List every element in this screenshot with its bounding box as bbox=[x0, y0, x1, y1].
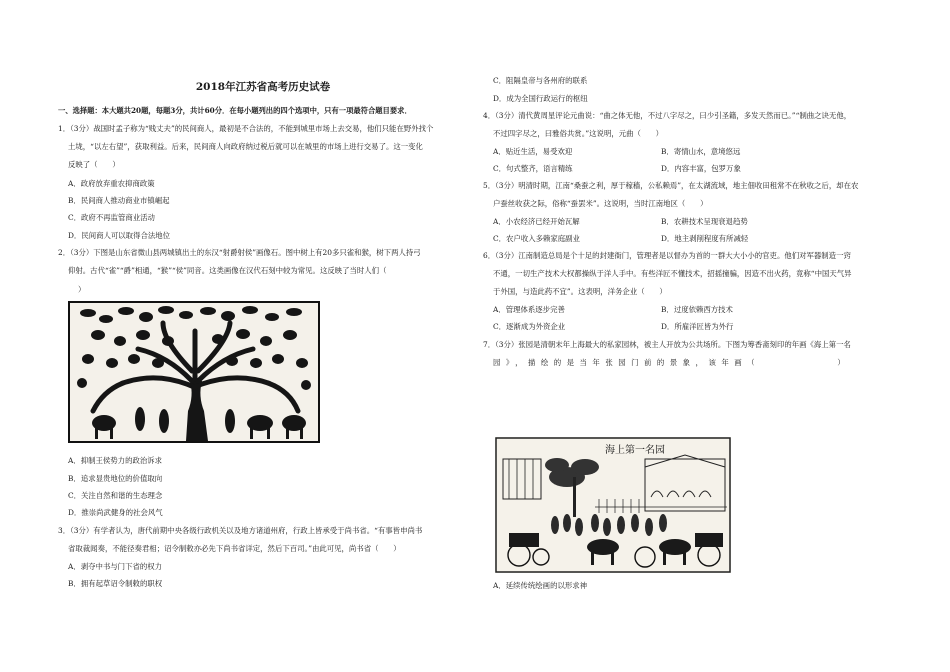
q1-option-a[interactable]: A．政府放弃重农抑商政策 bbox=[68, 179, 155, 188]
q2-line-3: ） bbox=[78, 285, 86, 294]
q4-line-1: 4．（3分）清代黄周星评论元曲说：“曲之体无他，不过八字尽之，曰少引圣籍，多发天然而已。”“制曲之诀无他， bbox=[483, 111, 852, 120]
q4-option-a[interactable]: A．贴近生活，易受欢迎 bbox=[493, 147, 573, 156]
q7-line-1: 7．（3分）张园是清朝末年上海最大的私家园林，被主人开放为公共场所。下图为筹香斋刻印的年画《海上第一名 bbox=[483, 340, 851, 349]
q6-option-c[interactable]: C．逐渐成为外资企业 bbox=[493, 322, 566, 331]
q6-line-3: 于外国，与造此药不宜”。这表明，洋务企业（ ） bbox=[493, 287, 667, 296]
q7-line-2: 园》，描绘的是当年张园门前的景象，该年画（ ） bbox=[493, 358, 851, 367]
q2-option-d[interactable]: D．推崇尚武健身的社会风气 bbox=[68, 508, 163, 517]
q6-option-d[interactable]: D．所雇洋匠皆为外行 bbox=[661, 322, 734, 331]
q6-option-a[interactable]: A．管理体系逐步完善 bbox=[493, 305, 565, 314]
page-title: 2018年江苏省高考历史试卷 bbox=[195, 81, 331, 93]
q3-option-d[interactable]: D．成为全国行政运行的枢纽 bbox=[493, 94, 588, 103]
svg-text:海上第一名园: 海上第一名园 bbox=[605, 445, 665, 456]
q3-line-1: 3．（3分）有学者认为，唐代前期中央各级行政机关以及地方诸道州府，行政上皆承受于尚书省。“有事皆申尚书 bbox=[58, 526, 423, 535]
q1-line-1: 1．（3分）战国时孟子称为“贱丈夫”的民间商人，最初是不合法的，不能到城里市场上去交易，他们只能在野外找个 bbox=[58, 124, 434, 133]
q5-option-b[interactable]: B．农耕技术呈现衰退趋势 bbox=[661, 217, 748, 226]
q2-line-2: 仰射。古代“雀”“爵”相通，“猴”“侯”同音。这类画像在汉代石刻中较为常见。这反映了当时人们（ bbox=[68, 266, 387, 275]
q2-line-1: 2．（3分）下图是山东省微山县两城镇出土的东汉“射爵射侯”画像石。图中树上有20多只雀和猴，树下两人持弓 bbox=[58, 248, 421, 257]
q6-line-2: 不通，一切生产技术大权都操纵于洋人手中。有些洋匠不懂技术，招摇撞骗，因造不出火药，竟称“中国天气异 bbox=[493, 269, 852, 278]
q1-option-b[interactable]: B．民间商人推动商业市镇崛起 bbox=[68, 196, 170, 205]
q5-line-2: 户蚕丝收获之际，俗称“蚕罢米”。这说明，当时江南地区（ ） bbox=[493, 199, 708, 208]
q2-option-c[interactable]: C．关注自然和谐的生态理念 bbox=[68, 491, 163, 500]
han-relief-image bbox=[68, 301, 320, 443]
zhang-garden-print-image bbox=[495, 437, 731, 573]
q2-option-a[interactable]: A．抑制王侯势力的政治诉求 bbox=[68, 456, 163, 465]
q7-option-a[interactable]: A．延续传统绘画的以形求神 bbox=[493, 581, 588, 590]
q4-option-c[interactable]: C．句式整齐，语言精练 bbox=[493, 164, 573, 173]
q6-line-1: 6．（3分）江南制造总局是个十足的封建衙门，管理者是以督办为首的一群大大小小的官吏。他们对军器制造一窍 bbox=[483, 251, 851, 260]
q1-option-d[interactable]: D．民间商人可以取得合法地位 bbox=[68, 231, 171, 240]
q3-option-b[interactable]: B．拥有起草诏令制敕的职权 bbox=[68, 579, 163, 588]
q4-option-b[interactable]: B．寄情山水，意境悠远 bbox=[661, 147, 741, 156]
han-stone-relief-icon bbox=[68, 301, 320, 443]
q3-line-2: 省取裁闻奏，不能径奏君相；诏令制敕亦必先下尚书省详定，然后下百司。”由此可见，尚书省（ ） bbox=[68, 544, 401, 553]
q2-option-b[interactable]: B．追求显贵地位的价值取向 bbox=[68, 474, 163, 483]
q4-option-d[interactable]: D．内容丰富，包罗万象 bbox=[661, 164, 741, 173]
q3-option-a[interactable]: A．剥夺中书与门下省的权力 bbox=[68, 562, 163, 571]
q4-line-2: 不过四字尽之，曰雅俗共赏。”这说明，元曲（ ） bbox=[493, 129, 664, 138]
q5-option-a[interactable]: A．小农经济已经开始瓦解 bbox=[493, 217, 580, 226]
q3-option-c[interactable]: C．阻隔皇帝与各州府的联系 bbox=[493, 76, 588, 85]
section-heading: 一、选择题：本大题共20题，每题3分，共计60分．在每小题列出的四个选项中，只有一项最符合题目要求． bbox=[58, 106, 412, 115]
q1-option-c[interactable]: C．政府不再监管商业活动 bbox=[68, 213, 155, 222]
q6-option-b[interactable]: B．过度依赖西方技术 bbox=[661, 305, 733, 314]
woodblock-print-icon bbox=[495, 437, 731, 573]
q5-option-c[interactable]: C．农户收入多赖家庭副业 bbox=[493, 234, 580, 243]
q5-line-1: 5．（3分）明清时期，江南“桑蚕之利，厚于稼穑，公私赖焉”，在太湖流域，地主佃收田租常不在秋收之后，却在农 bbox=[483, 181, 859, 190]
q1-line-3: 反映了（ ） bbox=[68, 160, 120, 169]
q1-line-2: 土垅，“以左右望”，获取利益。后来，民间商人向政府纳过税后就可以在城里的市场上进行交易了。这一变化 bbox=[68, 142, 423, 151]
q5-option-d[interactable]: D．地主剥削程度有所减轻 bbox=[661, 234, 749, 243]
